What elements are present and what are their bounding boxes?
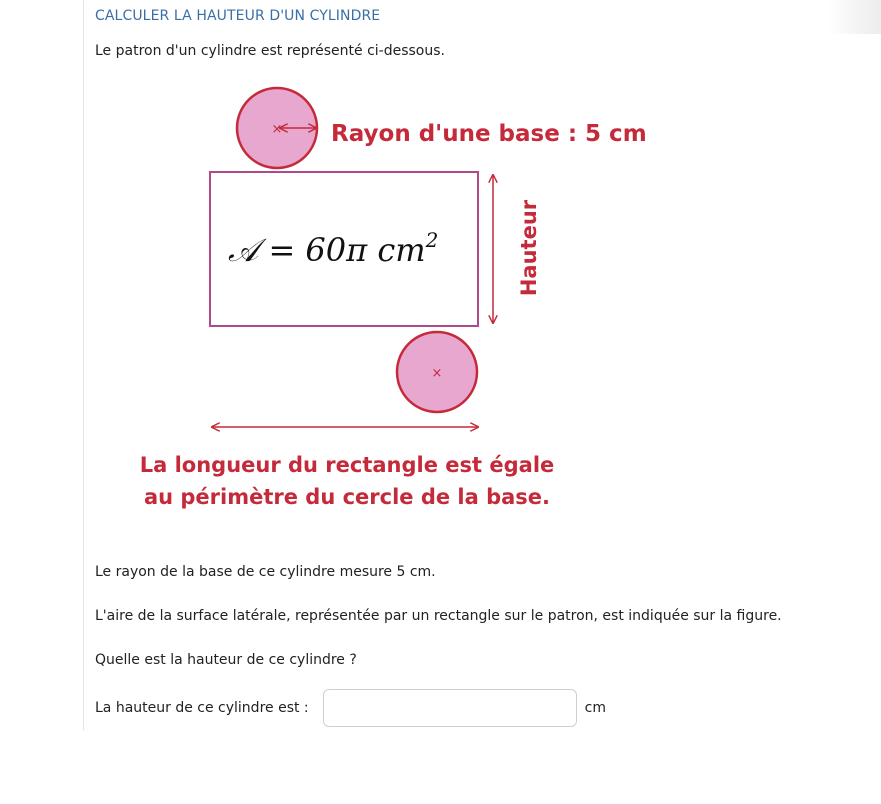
question-text: Quelle est la hauteur de ce cylindre ? xyxy=(95,652,357,668)
corner-shadow xyxy=(828,0,881,34)
area-statement: L'aire de la surface latérale, représentée par un rectangle sur le patron, est indiquée sur la figure. xyxy=(95,608,782,624)
area-formula-exponent: 2 xyxy=(425,228,439,252)
height-label: Hauteur xyxy=(517,199,541,297)
cylinder-net-svg xyxy=(95,80,695,520)
cylinder-net-figure xyxy=(95,80,695,520)
answer-label: La hauteur de ce cylindre est : xyxy=(95,700,309,716)
height-answer-input[interactable] xyxy=(323,689,577,727)
exercise-title: CALCULER LA HAUTEUR D'UN CYLINDRE xyxy=(95,8,381,24)
radius-label: Rayon d'une base : 5 cm xyxy=(331,121,647,147)
length-label-line1: La longueur du rectangle est égale xyxy=(139,453,555,477)
top-center-mark: × xyxy=(271,122,283,137)
area-formula-base: 𝒜 = 60π cm xyxy=(228,231,426,269)
answer-row xyxy=(95,688,606,728)
radius-statement: Le rayon de la base de ce cylindre mesure 5 cm. xyxy=(95,564,436,580)
intro-text: Le patron d'un cylindre est représenté ci-dessous. xyxy=(95,43,445,59)
area-formula xyxy=(228,228,438,269)
answer-unit: cm xyxy=(584,700,606,716)
length-label-line2: au périmètre du cercle de la base. xyxy=(143,485,551,509)
bottom-center-mark: × xyxy=(431,366,443,381)
content-left-border xyxy=(83,0,84,730)
